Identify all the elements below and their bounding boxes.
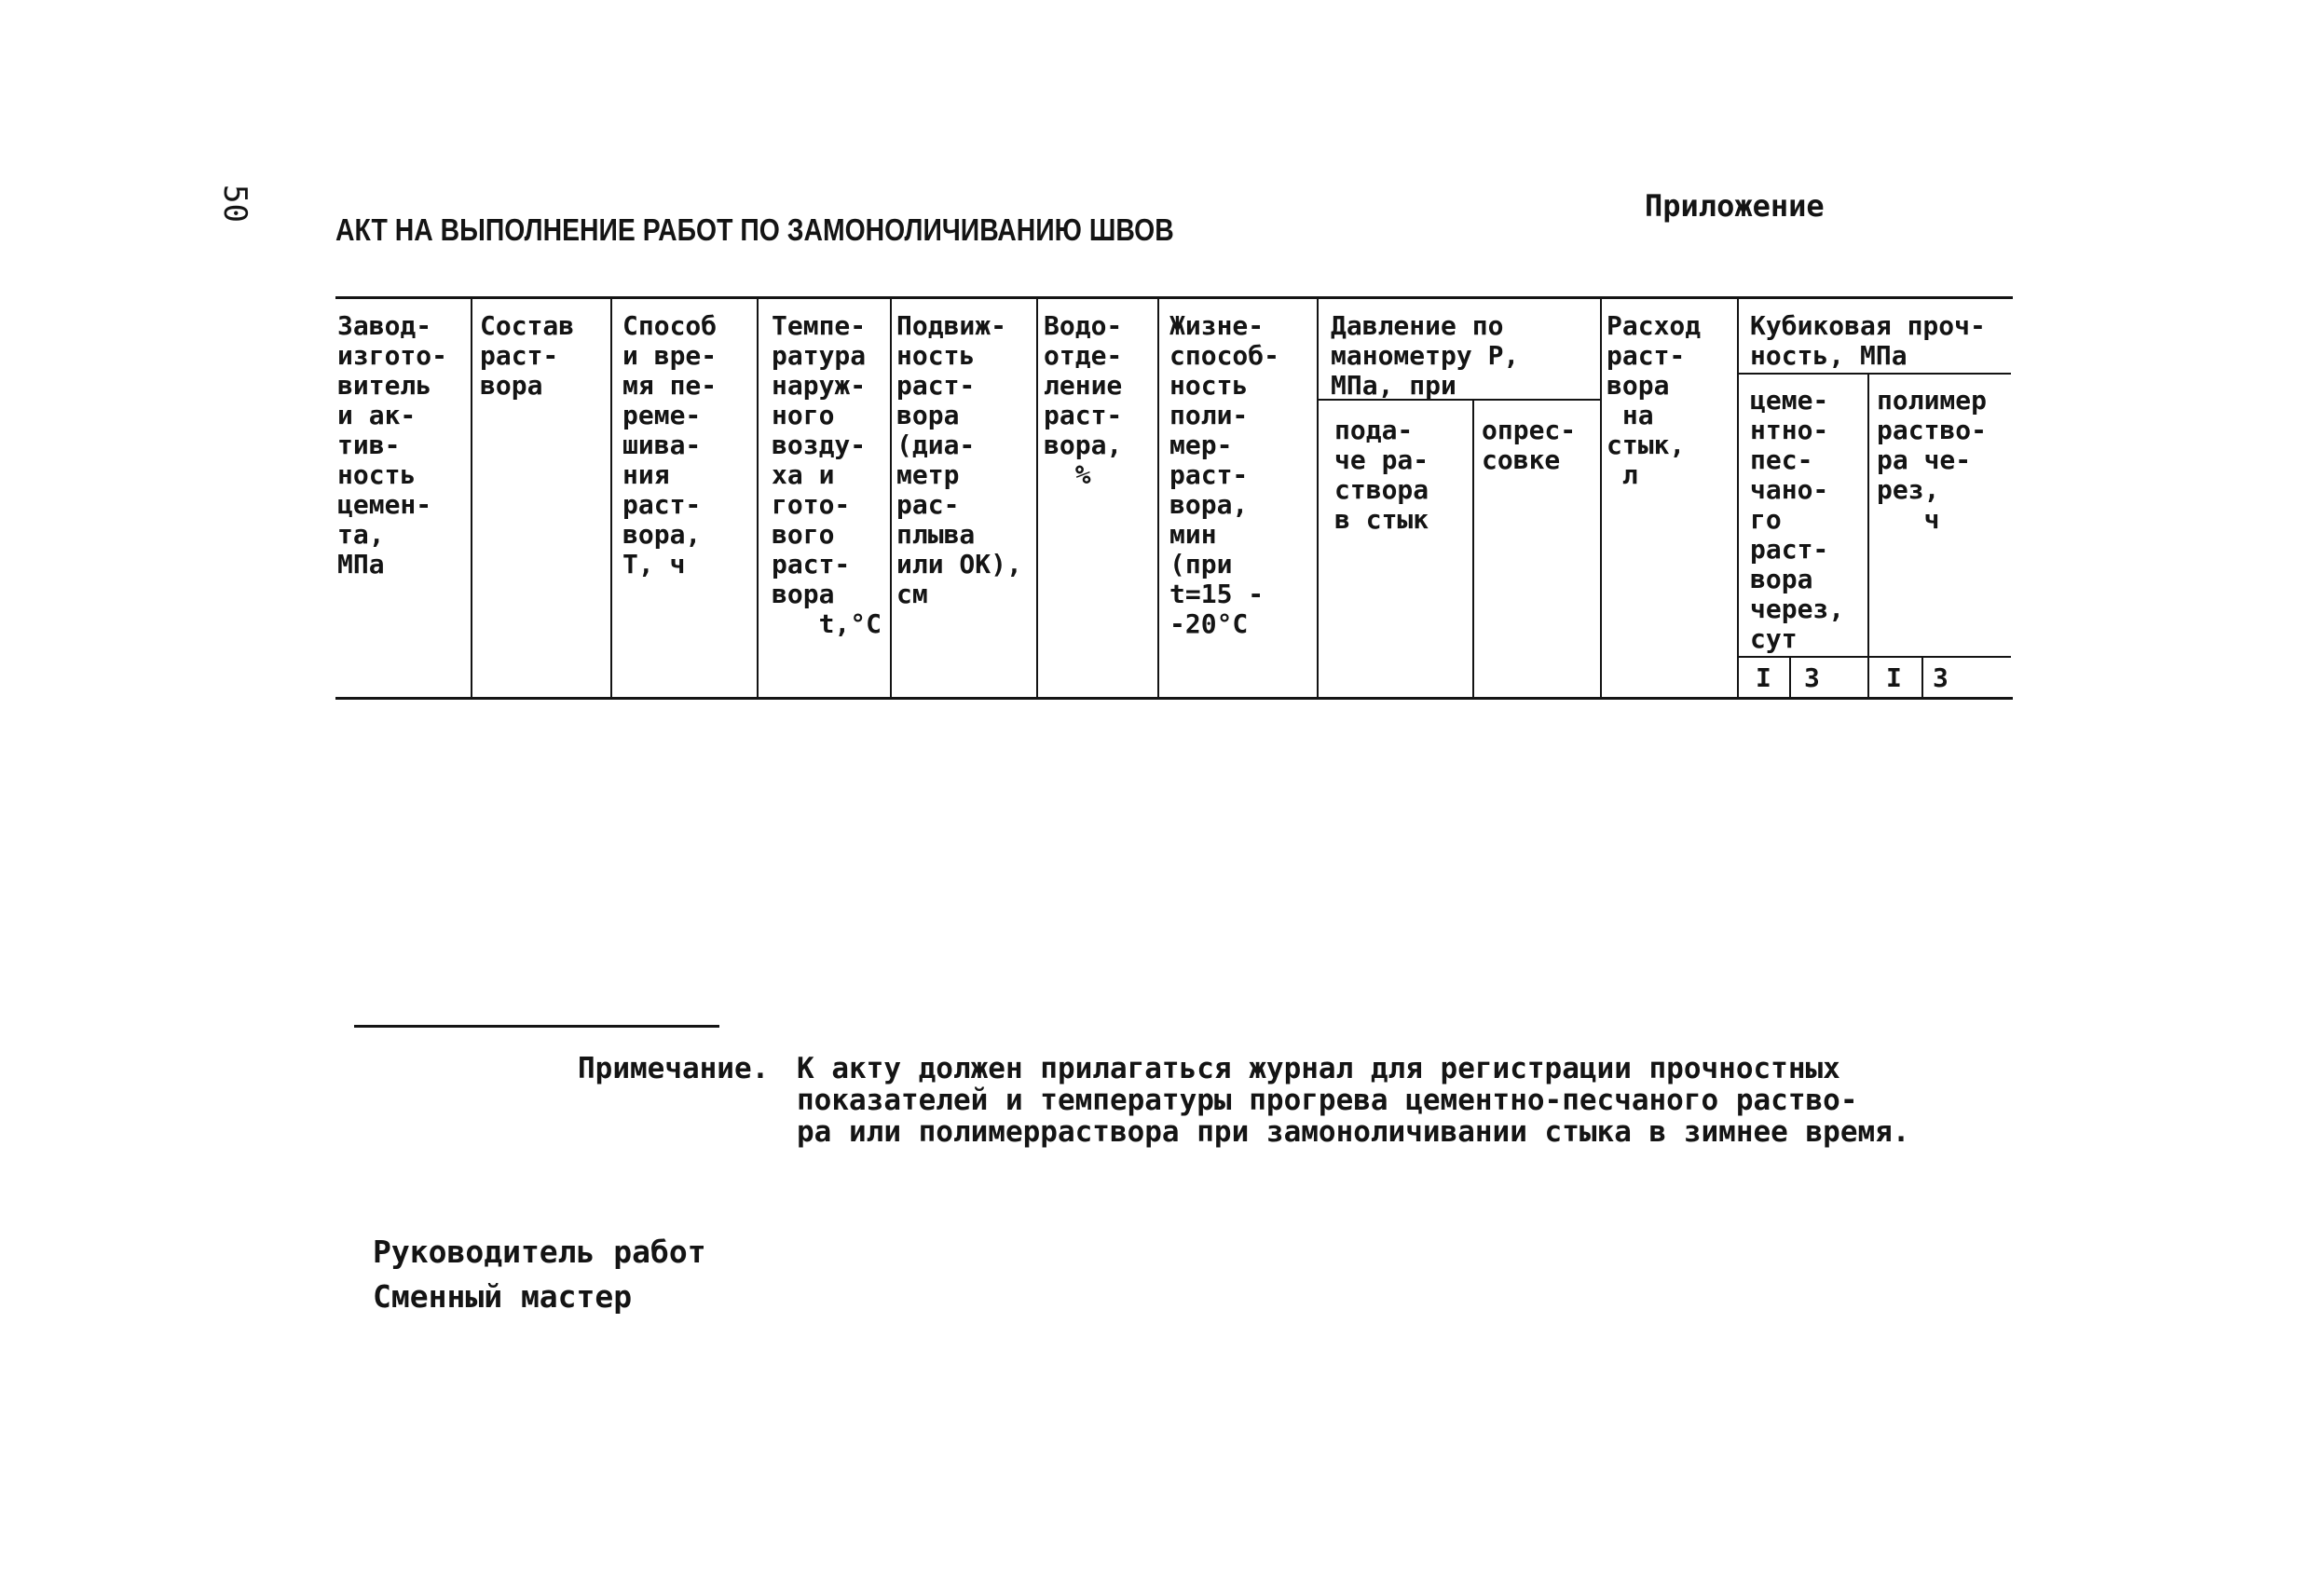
note-separator <box>354 1025 719 1028</box>
page-number: 50 <box>216 184 253 223</box>
appendix-label: Приложение <box>1645 188 1825 224</box>
col-divider <box>757 298 759 699</box>
header-strength-polymer: полимер раство- ра че- рез, ч <box>1877 385 1988 535</box>
days-rule <box>1739 656 2011 658</box>
signature-head-of-works: Руководитель работ <box>373 1234 706 1270</box>
header-polymer-hour-3: 3 <box>1933 662 1949 693</box>
col-divider <box>1921 658 1923 699</box>
header-pressure-test: опрес- совке <box>1482 415 1577 475</box>
header-cement-day-3: 3 <box>1804 662 1820 693</box>
header-viability: Жизне- способ- ность поли- мер- раст- вора, мин (при t=15 - -20°С <box>1169 310 1280 639</box>
col-divider <box>1472 401 1474 699</box>
document-title: АКТ НА ВЫПОЛНЕНИЕ РАБОТ ПО ЗАМОНОЛИЧИВАНИЮ ШВОВ <box>335 212 1174 247</box>
header-mobility: Подвиж- ность раст- вора (диа- метр рас- плыва или ОК), см <box>896 310 1022 609</box>
col-divider <box>1600 298 1602 699</box>
col-divider <box>1036 298 1038 699</box>
header-strength: Кубиковая проч- ность, МПа <box>1750 310 1986 371</box>
note-text: К акту должен прилагаться журнал для регистрации прочностных показателей и температуры прогрева цементно-песчаного раство- ра или полимерраствора при замоноличивании стыка в зимнее время. <box>797 1052 1910 1149</box>
header-polymer-hour-1: I <box>1886 662 1902 693</box>
col-divider <box>471 298 472 699</box>
table-bottom-rule <box>335 697 2013 700</box>
header-pressure: Давление по манометру Р, МПа, при <box>1331 310 1520 401</box>
col-divider <box>610 298 612 699</box>
header-pressure-feed: пода- че ра- створа в стык <box>1334 415 1429 535</box>
table-top-rule <box>335 296 2013 299</box>
header-manufacturer: Завод- изгото- витель и ак- тив- ность цемен- та, МПа <box>337 310 448 580</box>
header-consumption: Расход раст- вора на стык, л <box>1607 310 1702 490</box>
col-divider <box>1157 298 1159 699</box>
col-divider <box>1867 375 1869 699</box>
header-water-separation: Водо- отде- ление раст- вора, % <box>1044 310 1123 490</box>
col-divider <box>1737 298 1739 699</box>
header-temperature: Темпе- ратура наруж- ного возду- ха и гото- вого раст- вора t,°C <box>772 310 882 639</box>
header-composition: Состав раст- вора <box>480 310 575 401</box>
col-divider <box>1317 298 1319 699</box>
header-mixing: Способ и вре- мя пе- реме- шива- ния раст- вора, Т, ч <box>622 310 718 580</box>
signature-shift-foreman: Сменный мастер <box>373 1278 633 1315</box>
note-label: Примечание. <box>578 1052 770 1085</box>
col-divider <box>890 298 892 699</box>
header-cement-day-1: I <box>1756 662 1771 693</box>
strength-sub-rule <box>1739 373 2011 375</box>
header-strength-cement: цеме- нтно- пес- чано- го раст- вора через, сут <box>1750 385 1845 654</box>
col-divider <box>1789 658 1791 699</box>
